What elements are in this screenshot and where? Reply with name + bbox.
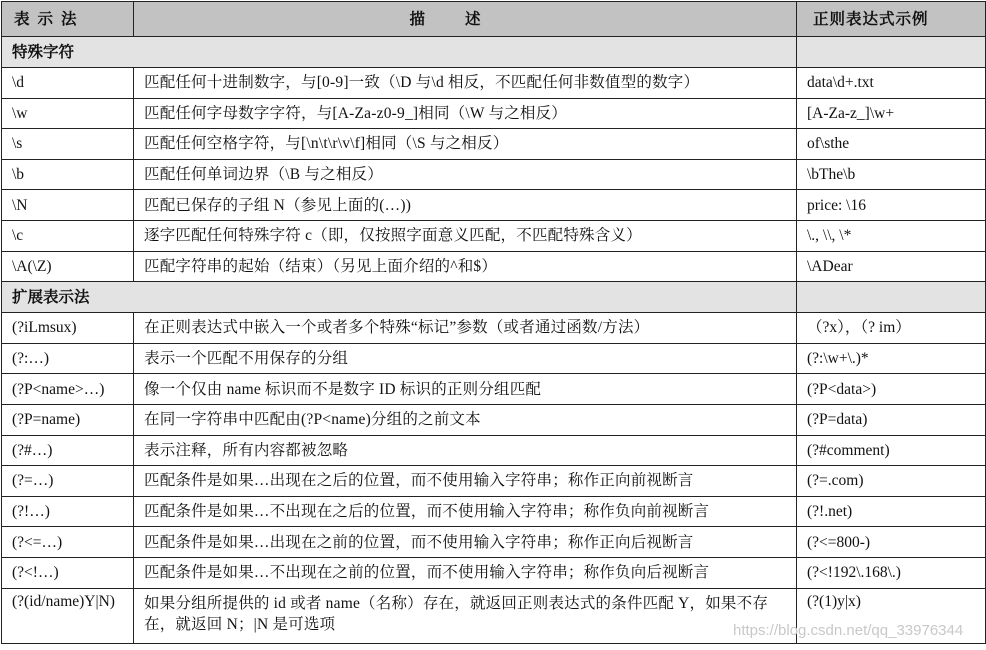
section-spacer bbox=[797, 37, 986, 68]
header-example: 正则表达式示例 bbox=[797, 2, 986, 37]
table-header bbox=[2, 2, 986, 37]
description-cell: 匹配任何空格字符，与[\n\t\r\v\f]相同（\S 与之相反） bbox=[134, 129, 797, 160]
description-cell: 匹配任何字母数字字符，与[A-Za-z0-9_]相同（\W 与之相反） bbox=[134, 98, 797, 129]
example-cell: \., \\, \* bbox=[797, 220, 986, 251]
notation-cell: \w bbox=[2, 98, 134, 129]
table-row bbox=[2, 190, 986, 221]
example-cell: (?:\w+\.)* bbox=[797, 343, 986, 374]
description-cell: 像一个仅由 name 标识而不是数字 ID 标识的正则分组匹配 bbox=[134, 374, 797, 405]
table-row bbox=[2, 496, 986, 527]
notation-cell: (?iLmsux) bbox=[2, 313, 134, 344]
section-title: 扩展表示法 bbox=[2, 282, 797, 313]
header-row bbox=[2, 2, 986, 37]
notation-cell: \c bbox=[2, 220, 134, 251]
example-cell: (?P=data) bbox=[797, 404, 986, 435]
notation-cell: (?P<name>…) bbox=[2, 374, 134, 405]
example-cell: [A-Za-z_]\w+ bbox=[797, 98, 986, 129]
table-row bbox=[2, 251, 986, 282]
example-cell: (?<!192\.168\.) bbox=[797, 557, 986, 588]
table-row bbox=[2, 527, 986, 558]
notation-cell: (?<!…) bbox=[2, 557, 134, 588]
example-cell: (?P<data>) bbox=[797, 374, 986, 405]
description-cell: 逐字匹配任何特殊字符 c（即，仅按照字面意义匹配，不匹配特殊含义） bbox=[134, 220, 797, 251]
example-cell: (?<=800-) bbox=[797, 527, 986, 558]
notation-cell: (?#…) bbox=[2, 435, 134, 466]
example-cell: (?#comment) bbox=[797, 435, 986, 466]
example-cell: of\sthe bbox=[797, 129, 986, 160]
table-row bbox=[2, 435, 986, 466]
example-cell: \bThe\b bbox=[797, 159, 986, 190]
table-body bbox=[2, 37, 986, 644]
description-cell: 表示一个匹配不用保存的分组 bbox=[134, 343, 797, 374]
example-cell: data\d+.txt bbox=[797, 68, 986, 99]
example-cell: (?(1)y|x) bbox=[797, 588, 986, 643]
notation-cell: \N bbox=[2, 190, 134, 221]
regex-notation-table bbox=[1, 1, 986, 644]
table-row bbox=[2, 220, 986, 251]
description-cell: 匹配条件是如果…出现在之前的位置，而不使用输入字符串；称作正向后视断言 bbox=[134, 527, 797, 558]
watermark: https://blog.csdn.net/qq_33976344 bbox=[733, 622, 964, 639]
example-cell: (?=.com) bbox=[797, 466, 986, 497]
section-row bbox=[2, 282, 986, 313]
table-row bbox=[2, 557, 986, 588]
table-row bbox=[2, 343, 986, 374]
notation-cell: \s bbox=[2, 129, 134, 160]
description-cell: 在正则表达式中嵌入一个或者多个特殊“标记”参数（或者通过函数/方法） bbox=[134, 313, 797, 344]
notation-cell: (?<=…) bbox=[2, 527, 134, 558]
notation-cell: \b bbox=[2, 159, 134, 190]
table-row bbox=[2, 68, 986, 99]
notation-cell: \d bbox=[2, 68, 134, 99]
table-row bbox=[2, 129, 986, 160]
description-cell: 在同一字符串中匹配由(?P<name)分组的之前文本 bbox=[134, 404, 797, 435]
example-cell: (?!.net) bbox=[797, 496, 986, 527]
table-row bbox=[2, 159, 986, 190]
description-cell: 匹配已保存的子组 N（参见上面的(…)) bbox=[134, 190, 797, 221]
notation-cell: \A(\Z) bbox=[2, 251, 134, 282]
description-cell: 匹配任何单词边界（\B 与之相反） bbox=[134, 159, 797, 190]
example-cell: price: \16 bbox=[797, 190, 986, 221]
table-row bbox=[2, 404, 986, 435]
description-cell: 匹配条件是如果…不出现在之后的位置，而不使用输入字符串；称作负向前视断言 bbox=[134, 496, 797, 527]
description-cell: 匹配条件是如果…不出现在之前的位置，而不使用输入字符串；称作负向后视断言 bbox=[134, 557, 797, 588]
table-row bbox=[2, 466, 986, 497]
notation-cell: (?!…) bbox=[2, 496, 134, 527]
header-notation: 表示法 bbox=[2, 2, 134, 37]
example-cell: \ADear bbox=[797, 251, 986, 282]
notation-cell: (?P=name) bbox=[2, 404, 134, 435]
notation-cell: (?:…) bbox=[2, 343, 134, 374]
description-cell: 匹配字符串的起始（结束）（另见上面介绍的^和$） bbox=[134, 251, 797, 282]
description-cell: 表示注释，所有内容都被忽略 bbox=[134, 435, 797, 466]
example-cell: （?x），（? im） bbox=[797, 313, 986, 344]
notation-cell: (?=…) bbox=[2, 466, 134, 497]
table-row bbox=[2, 313, 986, 344]
table-row bbox=[2, 374, 986, 405]
description-cell: 匹配任何十进制数字，与[0-9]一致（\D 与\d 相反，不匹配任何非数值型的数字） bbox=[134, 68, 797, 99]
description-cell: 如果分组所提供的 id 或者 name（名称）存在，就返回正则表达式的条件匹配 Y，如果不存在，就返回 N；|N 是可选项 bbox=[134, 588, 797, 643]
table-row bbox=[2, 98, 986, 129]
notation-cell: (?(id/name)Y|N) bbox=[2, 588, 134, 643]
section-spacer bbox=[797, 282, 986, 313]
description-cell: 匹配条件是如果…出现在之后的位置，而不使用输入字符串；称作正向前视断言 bbox=[134, 466, 797, 497]
section-title: 特殊字符 bbox=[2, 37, 797, 68]
section-row bbox=[2, 37, 986, 68]
header-description: 描述 bbox=[134, 2, 797, 37]
